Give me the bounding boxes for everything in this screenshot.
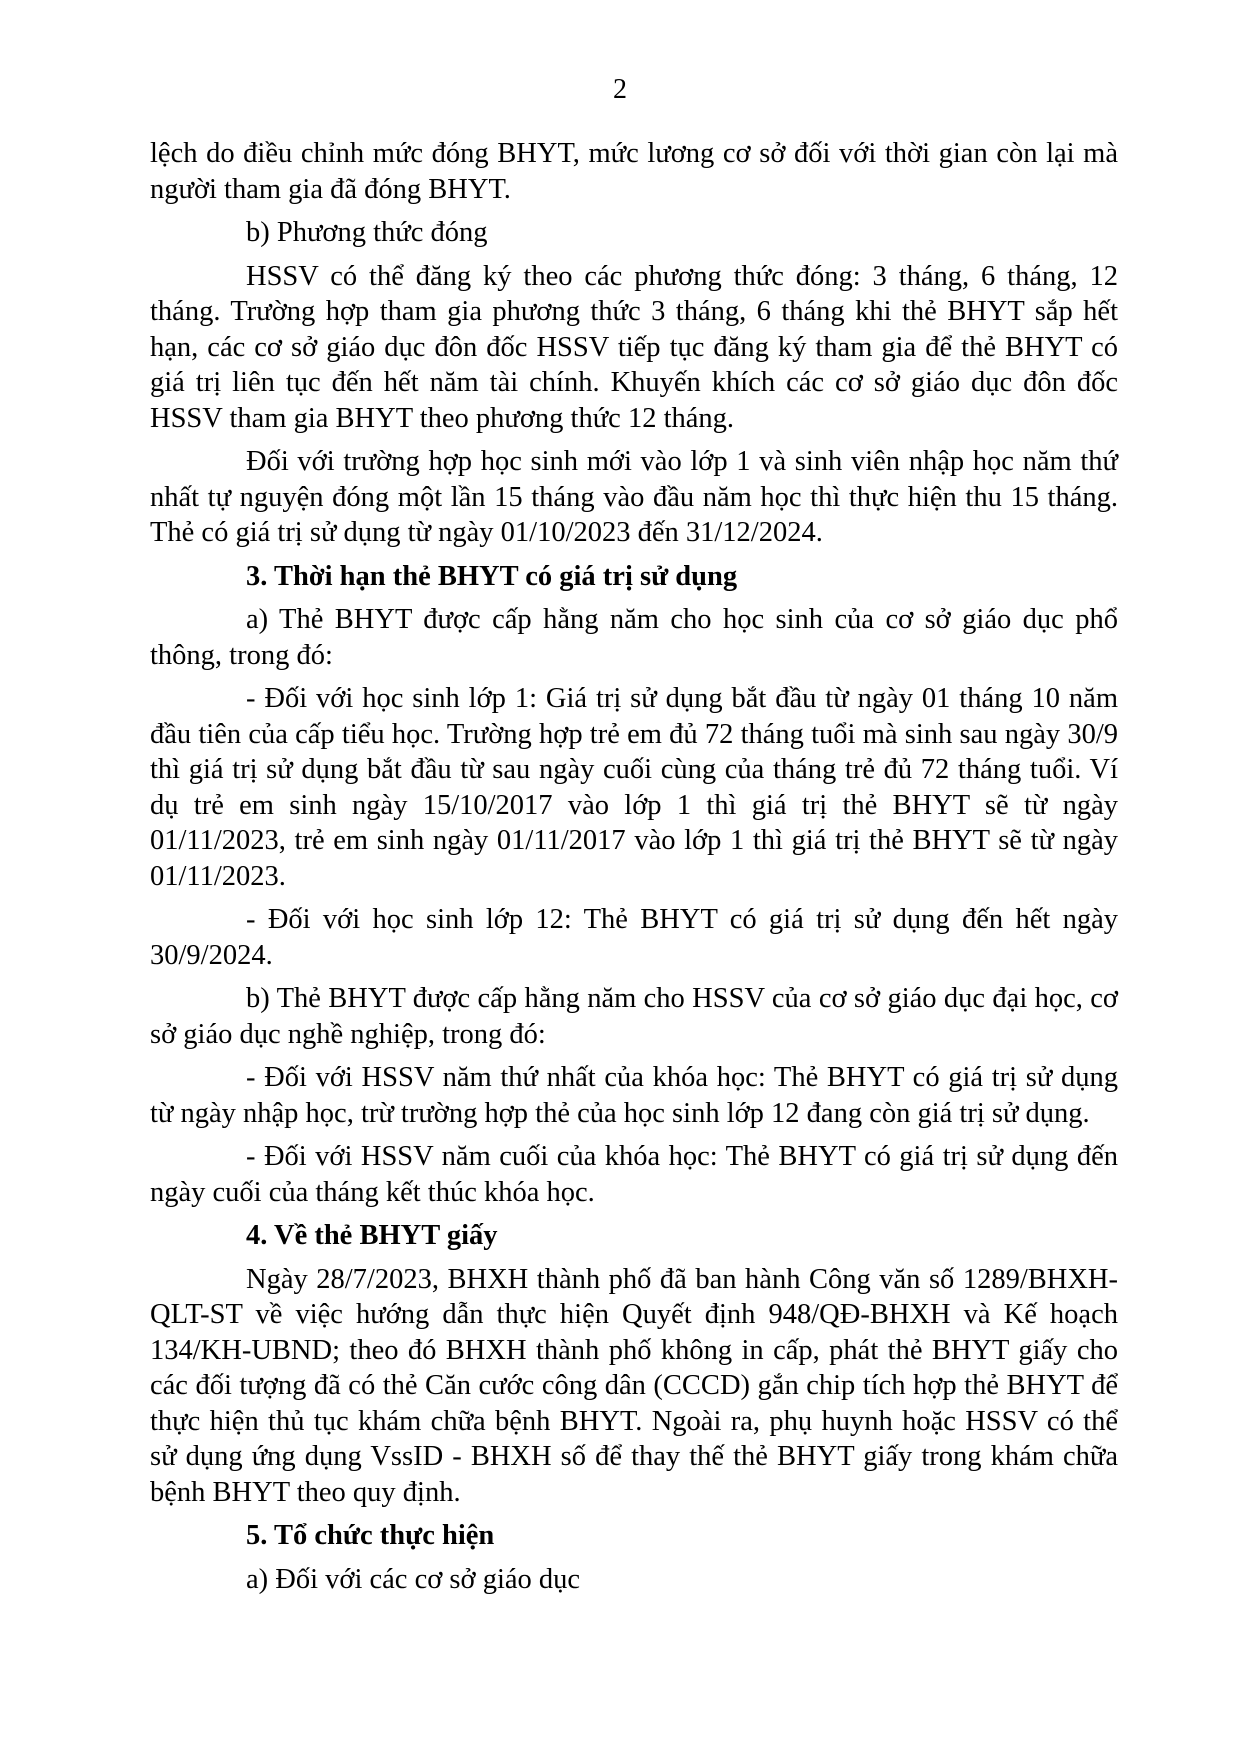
paragraph: - Đối với học sinh lớp 12: Thẻ BHYT có giá trị sử dụng đến hết ngày 30/9/2024. (150, 904, 1118, 971)
paragraph: lệch do điều chỉnh mức đóng BHYT, mức lương cơ sở đối với thời gian còn lại mà người tham gia đã đóng BHYT. (150, 138, 1118, 205)
document-body (150, 136, 1118, 1605)
paragraph: a) Đối với các cơ sở giáo dục (246, 1563, 581, 1595)
paragraph: b) Thẻ BHYT được cấp hằng năm cho HSSV của cơ sở giáo dục đại học, cơ sở giáo dục nghề nghiệp, trong đó: (150, 983, 1118, 1050)
paragraph: b) Phương thức đóng (246, 217, 488, 248)
paragraph: - Đối với học sinh lớp 1: Giá trị sử dụng bắt đầu từ ngày 01 tháng 10 năm đầu tiên của cấp tiểu học. Trường hợp trẻ em đủ 72 tháng tuổi mà sinh sau ngày 30/9 thì giá trị sử dụng bắt đầu từ sau ngày cuối cùng của tháng trẻ đủ 72 tháng tuổi. Ví dụ trẻ em sinh ngày 15/10/2017 vào lớp 1 thì giá trị thẻ BHYT sẽ từ ngày 01/11/2023, trẻ em sinh ngày 01/11/2017 vào lớp 1 thì giá trị thẻ BHYT sẽ từ ngày 01/11/2023. (150, 683, 1118, 892)
paragraph: a) Thẻ BHYT được cấp hằng năm cho học sinh của cơ sở giáo dục phổ thông, trong đó: (150, 604, 1118, 671)
section-heading: 3. Thời hạn thẻ BHYT có giá trị sử dụng (246, 560, 738, 592)
paragraph: - Đối với HSSV năm cuối của khóa học: Thẻ BHYT có giá trị sử dụng đến ngày cuối của tháng kết thúc khóa học. (150, 1141, 1118, 1208)
paragraph: Đối với trường hợp học sinh mới vào lớp 1 và sinh viên nhập học năm thứ nhất tự nguyện đóng một lần 15 tháng vào đầu năm học thì thực hiện thu 15 tháng. Thẻ có giá trị sử dụng từ ngày 01/10/2023 đến 31/12/2024. (150, 446, 1118, 548)
section-heading: 4. Về thẻ BHYT giấy (246, 1220, 498, 1251)
section-heading: 5. Tổ chức thực hiện (246, 1520, 495, 1551)
paragraph: Ngày 28/7/2023, BHXH thành phố đã ban hành Công văn số 1289/BHXH-QLT-ST về việc hướng dẫn thực hiện Quyết định 948/QĐ-BHXH và Kế hoạch 134/KH-UBND; theo đó BHXH thành phố không in cấp, phát thẻ BHYT giấy cho các đối tượng đã có thẻ Căn cước công dân (CCCD) gắn chip tích hợp thẻ BHYT để thực hiện thủ tục khám chữa bệnh BHYT. Ngoài ra, phụ huynh hoặc HSSV có thể sử dụng ứng dụng VssID - BHXH số để thay thế thẻ BHYT giấy trong khám chữa bệnh BHYT theo quy định. (150, 1263, 1118, 1508)
paragraph: HSSV có thể đăng ký theo các phương thức đóng: 3 tháng, 6 tháng, 12 tháng. Trường hợp tham gia phương thức 3 tháng, 6 tháng khi thẻ BHYT sắp hết hạn, các cơ sở giáo dục đôn đốc HSSV tiếp tục đăng ký tham gia để thẻ BHYT có giá trị liên tục đến hết năm tài chính. Khuyến khích các cơ sở giáo dục đôn đốc HSSV tham gia BHYT theo phương thức 12 tháng. (150, 260, 1118, 434)
paragraph: - Đối với HSSV năm thứ nhất của khóa học: Thẻ BHYT có giá trị sử dụng từ ngày nhập học, trừ trường hợp thẻ của học sinh lớp 12 đang còn giá trị sử dụng. (150, 1062, 1118, 1129)
page-number: 2 (613, 74, 627, 105)
